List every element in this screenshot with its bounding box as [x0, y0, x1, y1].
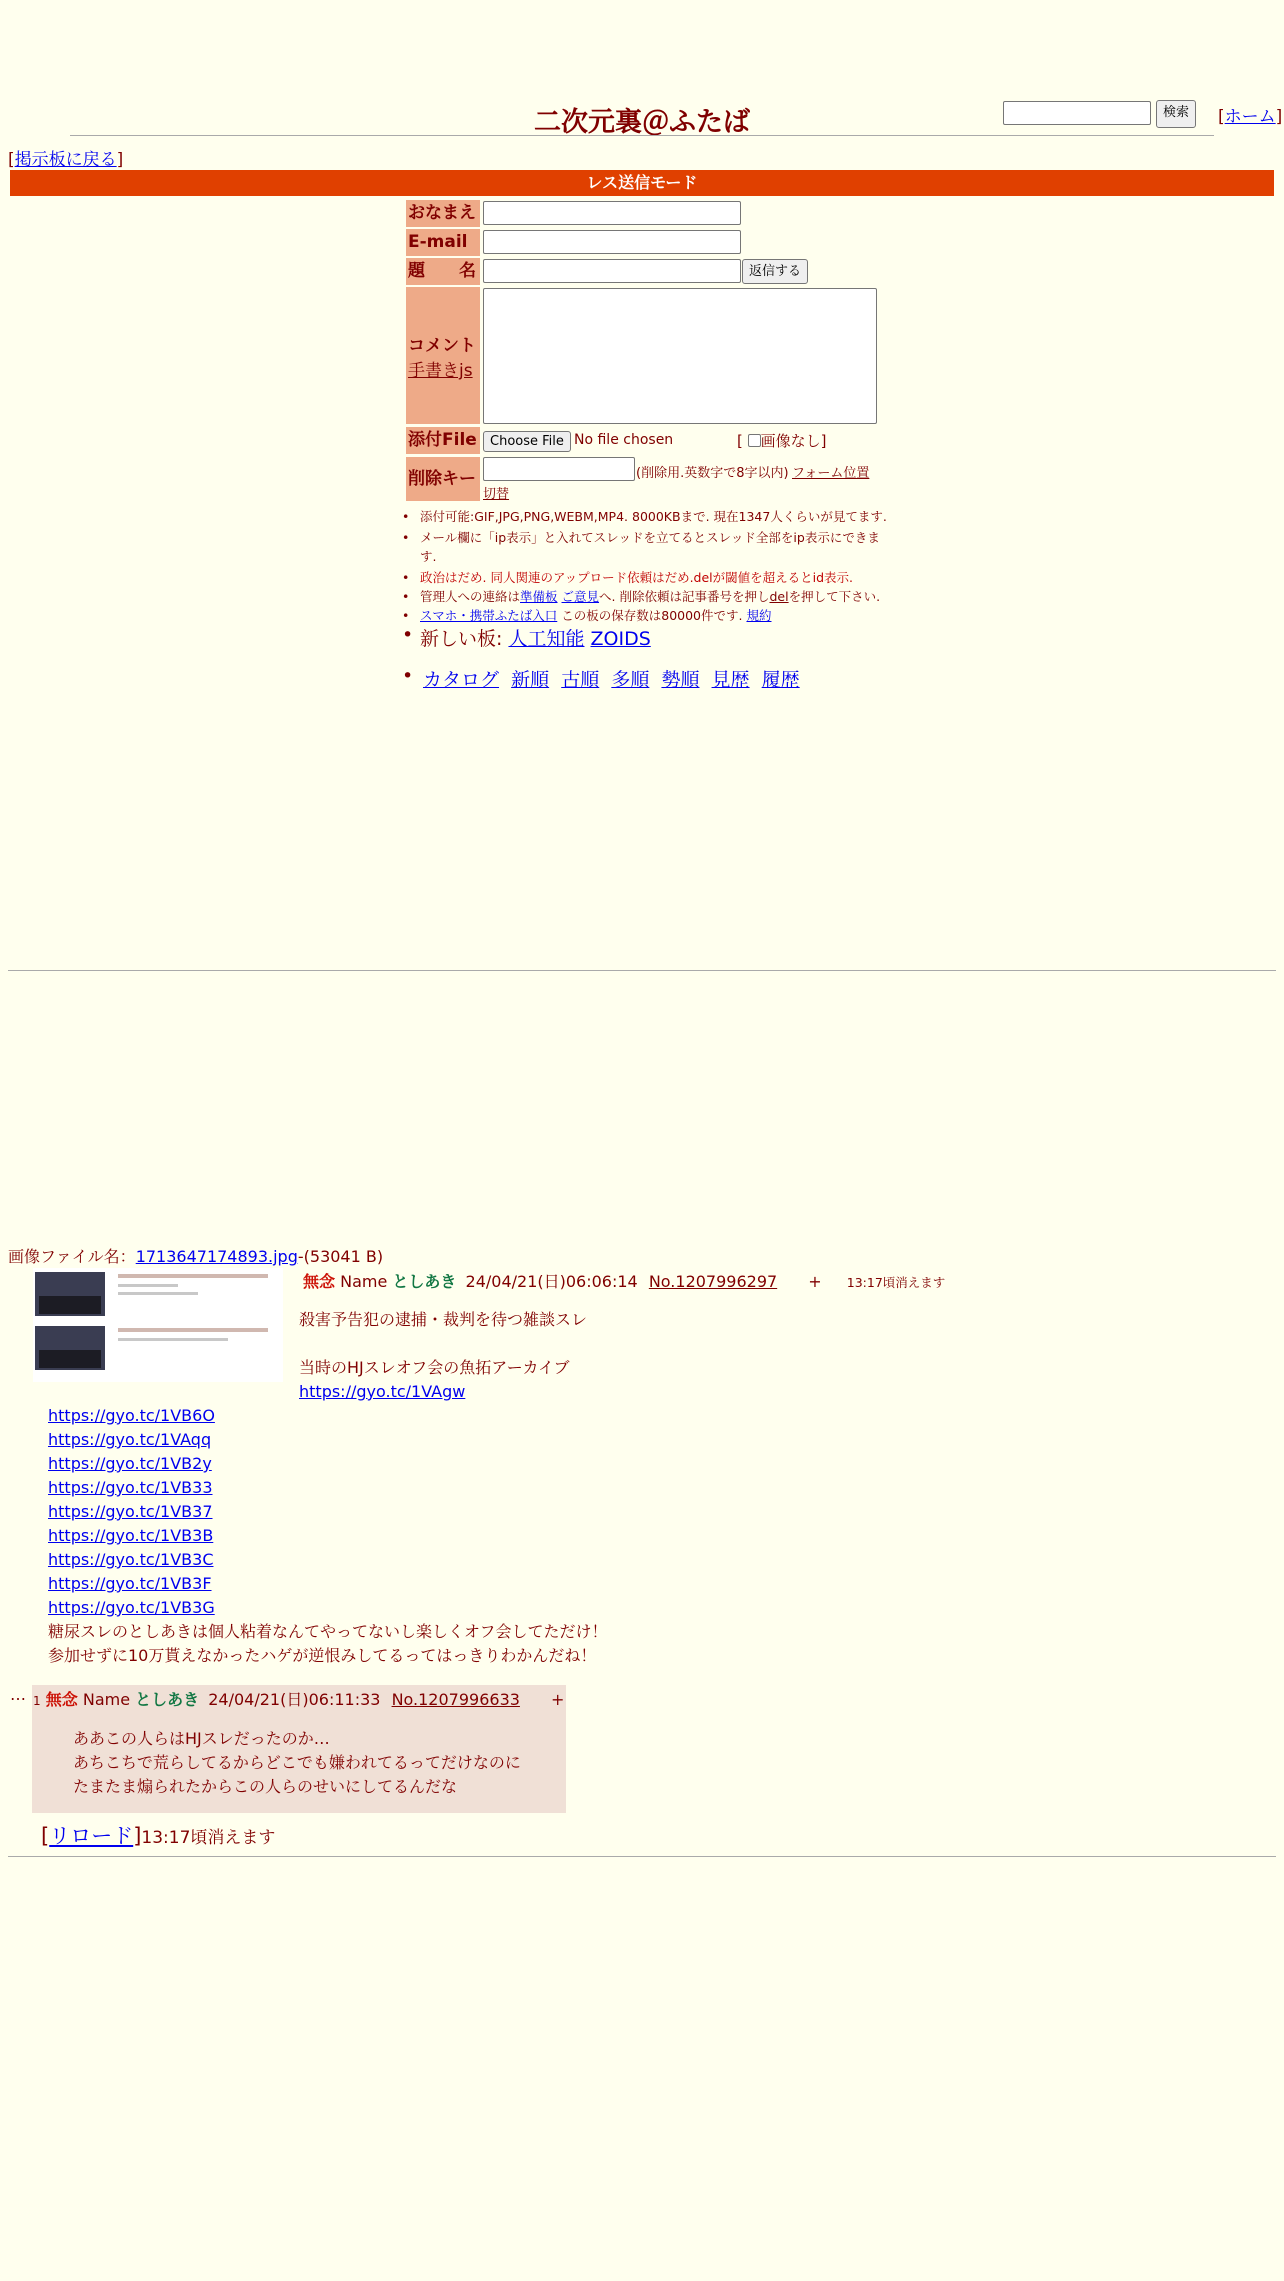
archive-link[interactable]: https://gyo.tc/1VB3G	[48, 1598, 215, 1617]
form-position-toggle-link[interactable]: フォーム位置	[792, 466, 870, 481]
op-text: 参加せずに10万貰えなかったハゲが逆恨みしてるってはっきりわかんだね！	[48, 1646, 597, 1665]
delete-key-field[interactable]	[483, 457, 635, 481]
terms-link[interactable]: 規約	[746, 608, 772, 623]
reply-date: 24/04/21(日)06:11:33	[208, 1690, 381, 1709]
file-size: -(53041 B)	[297, 1247, 384, 1266]
op-header	[303, 1269, 945, 1292]
archive-link[interactable]: https://gyo.tc/1VB3F	[48, 1574, 212, 1593]
file-label: 添付File	[406, 427, 480, 454]
reply-header	[33, 1687, 564, 1710]
op-name-label: Name	[340, 1272, 388, 1291]
rule-text: 管理人への連絡は	[420, 589, 521, 604]
handwrite-link[interactable]: 手書きjs	[408, 361, 473, 381]
rules-list	[402, 507, 900, 625]
prep-board-link[interactable]: 準備板	[520, 589, 558, 604]
nav-catalog[interactable]: カタログ	[423, 669, 500, 691]
reply-subject: 無念	[45, 1690, 78, 1709]
nav-oldest[interactable]: 古順	[561, 669, 600, 691]
reply-body	[73, 1727, 521, 1799]
nav-most[interactable]: 多順	[611, 669, 650, 691]
archive-link[interactable]: https://gyo.tc/1VAqq	[48, 1430, 212, 1449]
reply-name-label: Name	[82, 1690, 131, 1709]
home-link-wrapper: [ホーム]	[1218, 107, 1283, 127]
no-image-checkbox[interactable]	[748, 434, 761, 447]
reply-name: としあき	[135, 1690, 200, 1709]
rule-text: メール欄に「ip表示」と入れてスレッドを立てるとスレッド全部をip表示にできま	[420, 530, 880, 545]
name-field[interactable]	[483, 201, 741, 225]
rule-text: 添付可能:GIF,JPG,PNG,WEBM,MP4. 8000KBまで. 現在1347人くらいが見てます.	[420, 509, 887, 524]
reload-row: [リロード]13:17頃消えます	[41, 1824, 276, 1848]
file-info	[8, 1244, 383, 1267]
back-to-board-link[interactable]: 掲示板に戻る	[14, 150, 117, 170]
reply-plus-button[interactable]: +	[551, 1690, 565, 1709]
archive-link[interactable]: https://gyo.tc/1VB33	[48, 1478, 213, 1497]
reply-text: あちこちで荒らしてるからどこでも嫌われてるってだけなのに	[73, 1753, 521, 1772]
archive-link[interactable]: https://gyo.tc/1VB3C	[48, 1550, 214, 1569]
op-body-continued	[48, 1404, 608, 1668]
reply-post-number[interactable]: No.1207996633	[391, 1690, 520, 1709]
nav-history[interactable]: 履歴	[761, 669, 800, 691]
comment-label: コメント	[408, 336, 476, 356]
op-subject: 無念	[303, 1272, 336, 1291]
new-boards: • 新しい板: 人工知能 ZOIDS	[402, 624, 651, 650]
email-field[interactable]	[483, 230, 741, 254]
sort-nav: • カタログ 新順 古順 多順 勢順 見歴 履歴	[402, 665, 800, 691]
comment-label-cell	[406, 287, 480, 424]
op-name: としあき	[392, 1272, 457, 1291]
new-boards-label: 新しい板:	[420, 628, 503, 650]
title-divider	[70, 135, 1214, 136]
form-position-toggle-link-2[interactable]: 切替	[483, 487, 510, 502]
footer-divider	[8, 1856, 1276, 1857]
op-plus-button[interactable]: +	[808, 1272, 822, 1291]
page-title: 二次元裏＠ふたば	[534, 107, 750, 138]
email-label: E-mail	[406, 229, 480, 256]
rule-text: す.	[420, 549, 437, 564]
back-link-wrapper: [掲示板に戻る]	[8, 150, 124, 170]
name-label: おなまえ	[406, 200, 480, 227]
op-date: 24/04/21(日)06:06:14	[465, 1272, 638, 1291]
board-link-ai[interactable]: 人工知能	[508, 628, 585, 650]
reply-index: 1	[33, 1694, 41, 1708]
expire-footer: 13:17頃消えます	[141, 1828, 276, 1848]
rule-item: • スマホ・携帯ふたば入口 この板の保存数は80000件です. 規約	[402, 608, 772, 623]
archive-link[interactable]: https://gyo.tc/1VB2y	[48, 1454, 212, 1473]
nav-viewed[interactable]: 見歴	[711, 669, 750, 691]
thread-thumbnail[interactable]	[33, 1268, 283, 1382]
mobile-entry-link[interactable]: スマホ・携帯ふたば入口	[420, 608, 558, 623]
board-link-zoids[interactable]: ZOIDS	[590, 628, 651, 650]
nav-momentum[interactable]: 勢順	[661, 669, 700, 691]
search-input[interactable]	[1003, 101, 1151, 125]
delete-key-note: (削除用.英数字で8字以内)	[636, 466, 789, 481]
rule-text: へ. 削除依頼は記事番号を押し	[599, 589, 770, 604]
submit-reply-button[interactable]: 返信する	[742, 259, 808, 284]
home-link[interactable]: ホーム	[1224, 107, 1276, 127]
subject-label: 題 名	[406, 258, 480, 285]
op-text: 殺害予告犯の逮捕・裁判を待つ雑談スレ	[299, 1310, 588, 1329]
reply-mode-bar: レス送信モード	[10, 170, 1274, 196]
op-body	[299, 1308, 587, 1404]
reload-link[interactable]: リロード	[49, 1824, 134, 1848]
archive-link[interactable]: https://gyo.tc/1VB37	[48, 1502, 213, 1521]
no-image-option: [ 画像なし]	[737, 432, 827, 450]
file-label: 画像ファイル名：	[8, 1247, 136, 1266]
no-file-text: No file chosen	[574, 432, 674, 448]
no-image-label: 画像なし	[760, 432, 821, 450]
file-link[interactable]: 1713647174893.jpg	[135, 1247, 298, 1266]
del-link[interactable]: del	[769, 589, 789, 604]
rule-text: この板の保存数は80000件です.	[557, 608, 743, 623]
op-text: 当時のHJスレオフ会の魚拓アーカイブ	[299, 1358, 570, 1377]
delete-key-label: 削除キー	[406, 457, 480, 501]
rule-text: 政治はだめ. 同人関連のアップロード依頼はだめ.delが閾値を超えるとid表示.	[420, 570, 854, 585]
archive-link[interactable]: https://gyo.tc/1VB6O	[48, 1406, 215, 1425]
reply-text: ああこの人らはHJスレだったのか…	[73, 1729, 330, 1748]
rule-item: • 政治はだめ. 同人関連のアップロード依頼はだめ.delが閾値を超えるとid表示.	[402, 570, 854, 585]
rule-item: • 管理人への連絡は準備板 ご意見へ. 削除依頼は記事番号を押しdelを押して下さい.	[402, 589, 881, 604]
divider	[8, 970, 1276, 971]
archive-link[interactable]: https://gyo.tc/1VB3B	[48, 1526, 214, 1545]
nav-newest[interactable]: 新順	[511, 669, 550, 691]
rule-text: を押して下さい.	[788, 589, 881, 604]
subject-field[interactable]	[483, 259, 741, 283]
feedback-link[interactable]: ご意見	[561, 589, 600, 604]
rule-item: • メール欄に「ip表示」と入れてスレッドを立てるとスレッド全部をip表示にできま す.	[402, 530, 880, 564]
rule-item: • 添付可能:GIF,JPG,PNG,WEBM,MP4. 8000KBまで. 現在1347人くらいが見てます.	[402, 509, 887, 524]
archive-link[interactable]: https://gyo.tc/1VAgw	[299, 1382, 466, 1401]
choose-file-button[interactable]: Choose File	[483, 431, 571, 452]
search-button[interactable]: 検索	[1156, 100, 1196, 128]
comment-textarea[interactable]	[483, 288, 877, 424]
op-post-number[interactable]: No.1207996297	[648, 1272, 778, 1291]
reply-text: たまたま煽られたからこの人らのせいにしてるんだな	[73, 1777, 458, 1796]
reply-marker: …	[10, 1685, 26, 1704]
op-text: 糖尿スレのとしあきは個人粘着なんてやってないし楽しくオフ会してただけ！	[48, 1622, 608, 1641]
op-expire: 13:17頃消えます	[846, 1275, 946, 1290]
reply-post	[32, 1685, 566, 1813]
